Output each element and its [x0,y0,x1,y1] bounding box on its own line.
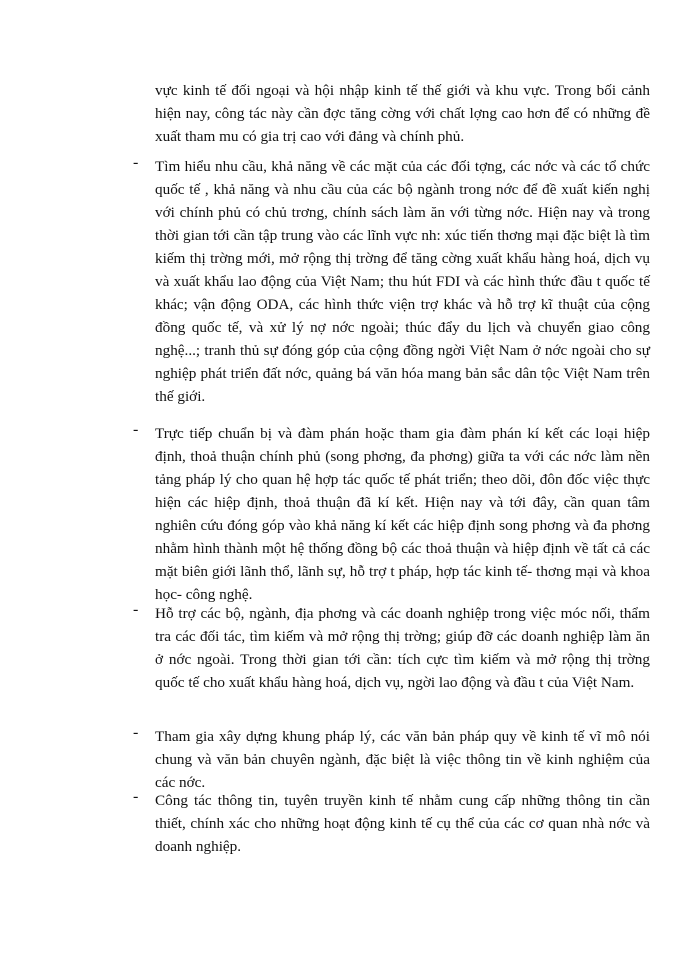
bullet-paragraph-1: Tìm hiểu nhu cầu, khả năng về các mặt của các đối tợng, các nớc và các tổ chức quốc tế , khả năng và nhu cầu của các bộ ngành trong nớc để đề xuất kiến nghị với chính phủ có chủ trơng, chính sách làm ăn với từng nớc. Hiện nay và trong thời gian tới cần tập trung vào các lĩnh vực nh: xúc tiến thơng mại đặc biệt là tìm kiếm thị trờng mới, mở rộng thị trờng để tăng cờng xuất khẩu hàng hoá, dịch vụ và xuất khẩu lao động của Việt Nam; thu hút FDI và các hình thức đầu t quốc tế khác; vận động ODA, các hình thức viện trợ khác và hỗ trợ kĩ thuật của cộng đồng quốc tế, và xử lý nợ nớc ngoài; thúc đẩy du lịch và chuyển giao công nghệ...; tranh thủ sự đóng góp của cộng đồng ngời Việt Nam ở nớc ngoài cho sự nghiệp phát triển đất nớc, quảng bá văn hóa mang bản sắc dân tộc Việt Nam trên thế giới. [155,158,650,405]
bullet-paragraph-5: Công tác thông tin, tuyên truyền kinh tế nhằm cung cấp những thông tin cần thiết, chính xác cho những hoạt động kinh tế cụ thể của các cơ quan nhà nớc và doanh nghiệp. [155,792,650,855]
continuation-paragraph: vực kinh tế đối ngoại và hội nhập kinh tế thế giới và khu vực. Trong bối cảnh hiện nay, công tác này cần đợc tăng cờng với chất lợng cao hơn để có những đề xuất tham mu có gia trị cao với đảng và chính phủ. [155,82,650,145]
bullet-marker: - [133,154,139,171]
bullet-marker: - [133,788,139,805]
bullet-paragraph-3: Hỗ trợ các bộ, ngành, địa phơng và các doanh nghiệp trong việc móc nối, thẩm tra các đối tác, tìm kiếm và mở rộng thị trờng; giúp đỡ các doanh nghiệp làm ăn ở nớc ngoài. Trong thời gian tới cần: tích cực tìm kiếm và mở rộng thị trờng quốc tế cho xuất khẩu hàng hoá, dịch vụ, ngời lao động và đầu t của Việt Nam. [155,605,650,691]
bullet-paragraph-4: Tham gia xây dựng khung pháp lý, các văn bản pháp quy về kinh tế vĩ mô nói chung và văn bản chuyên ngành, đặc biệt là việc thông tin về kinh nghiệm của các nớc. [155,728,650,791]
bullet-marker: - [133,601,139,618]
bullet-marker: - [133,421,139,438]
bullet-paragraph-2: Trực tiếp chuẩn bị và đàm phán hoặc tham gia đàm phán kí kết các loại hiệp định, thoả thuận chính phủ (song phơng, đa phơng) giữa ta với các nớc làm nền tảng pháp lý cho quan hệ hợp tác quốc tế phát triển; theo dõi, đôn đốc việc thực hiện các hiệp định, thoả thuận đã kí kết. Hiện nay và tới đây, cần quan tâm nghiên cứu đóng góp vào khả năng kí kết các hiệp định song phơng và đa phơng nhằm hình thành một hệ thống đồng bộ các thoả thuận và hiệp định về tất cả các mặt biên giới lãnh thổ, lãnh sự, hỗ trợ t pháp, hợp tác kinh tế- thơng mại và khoa học- công nghệ. [155,425,650,603]
bullet-marker: - [133,724,139,741]
